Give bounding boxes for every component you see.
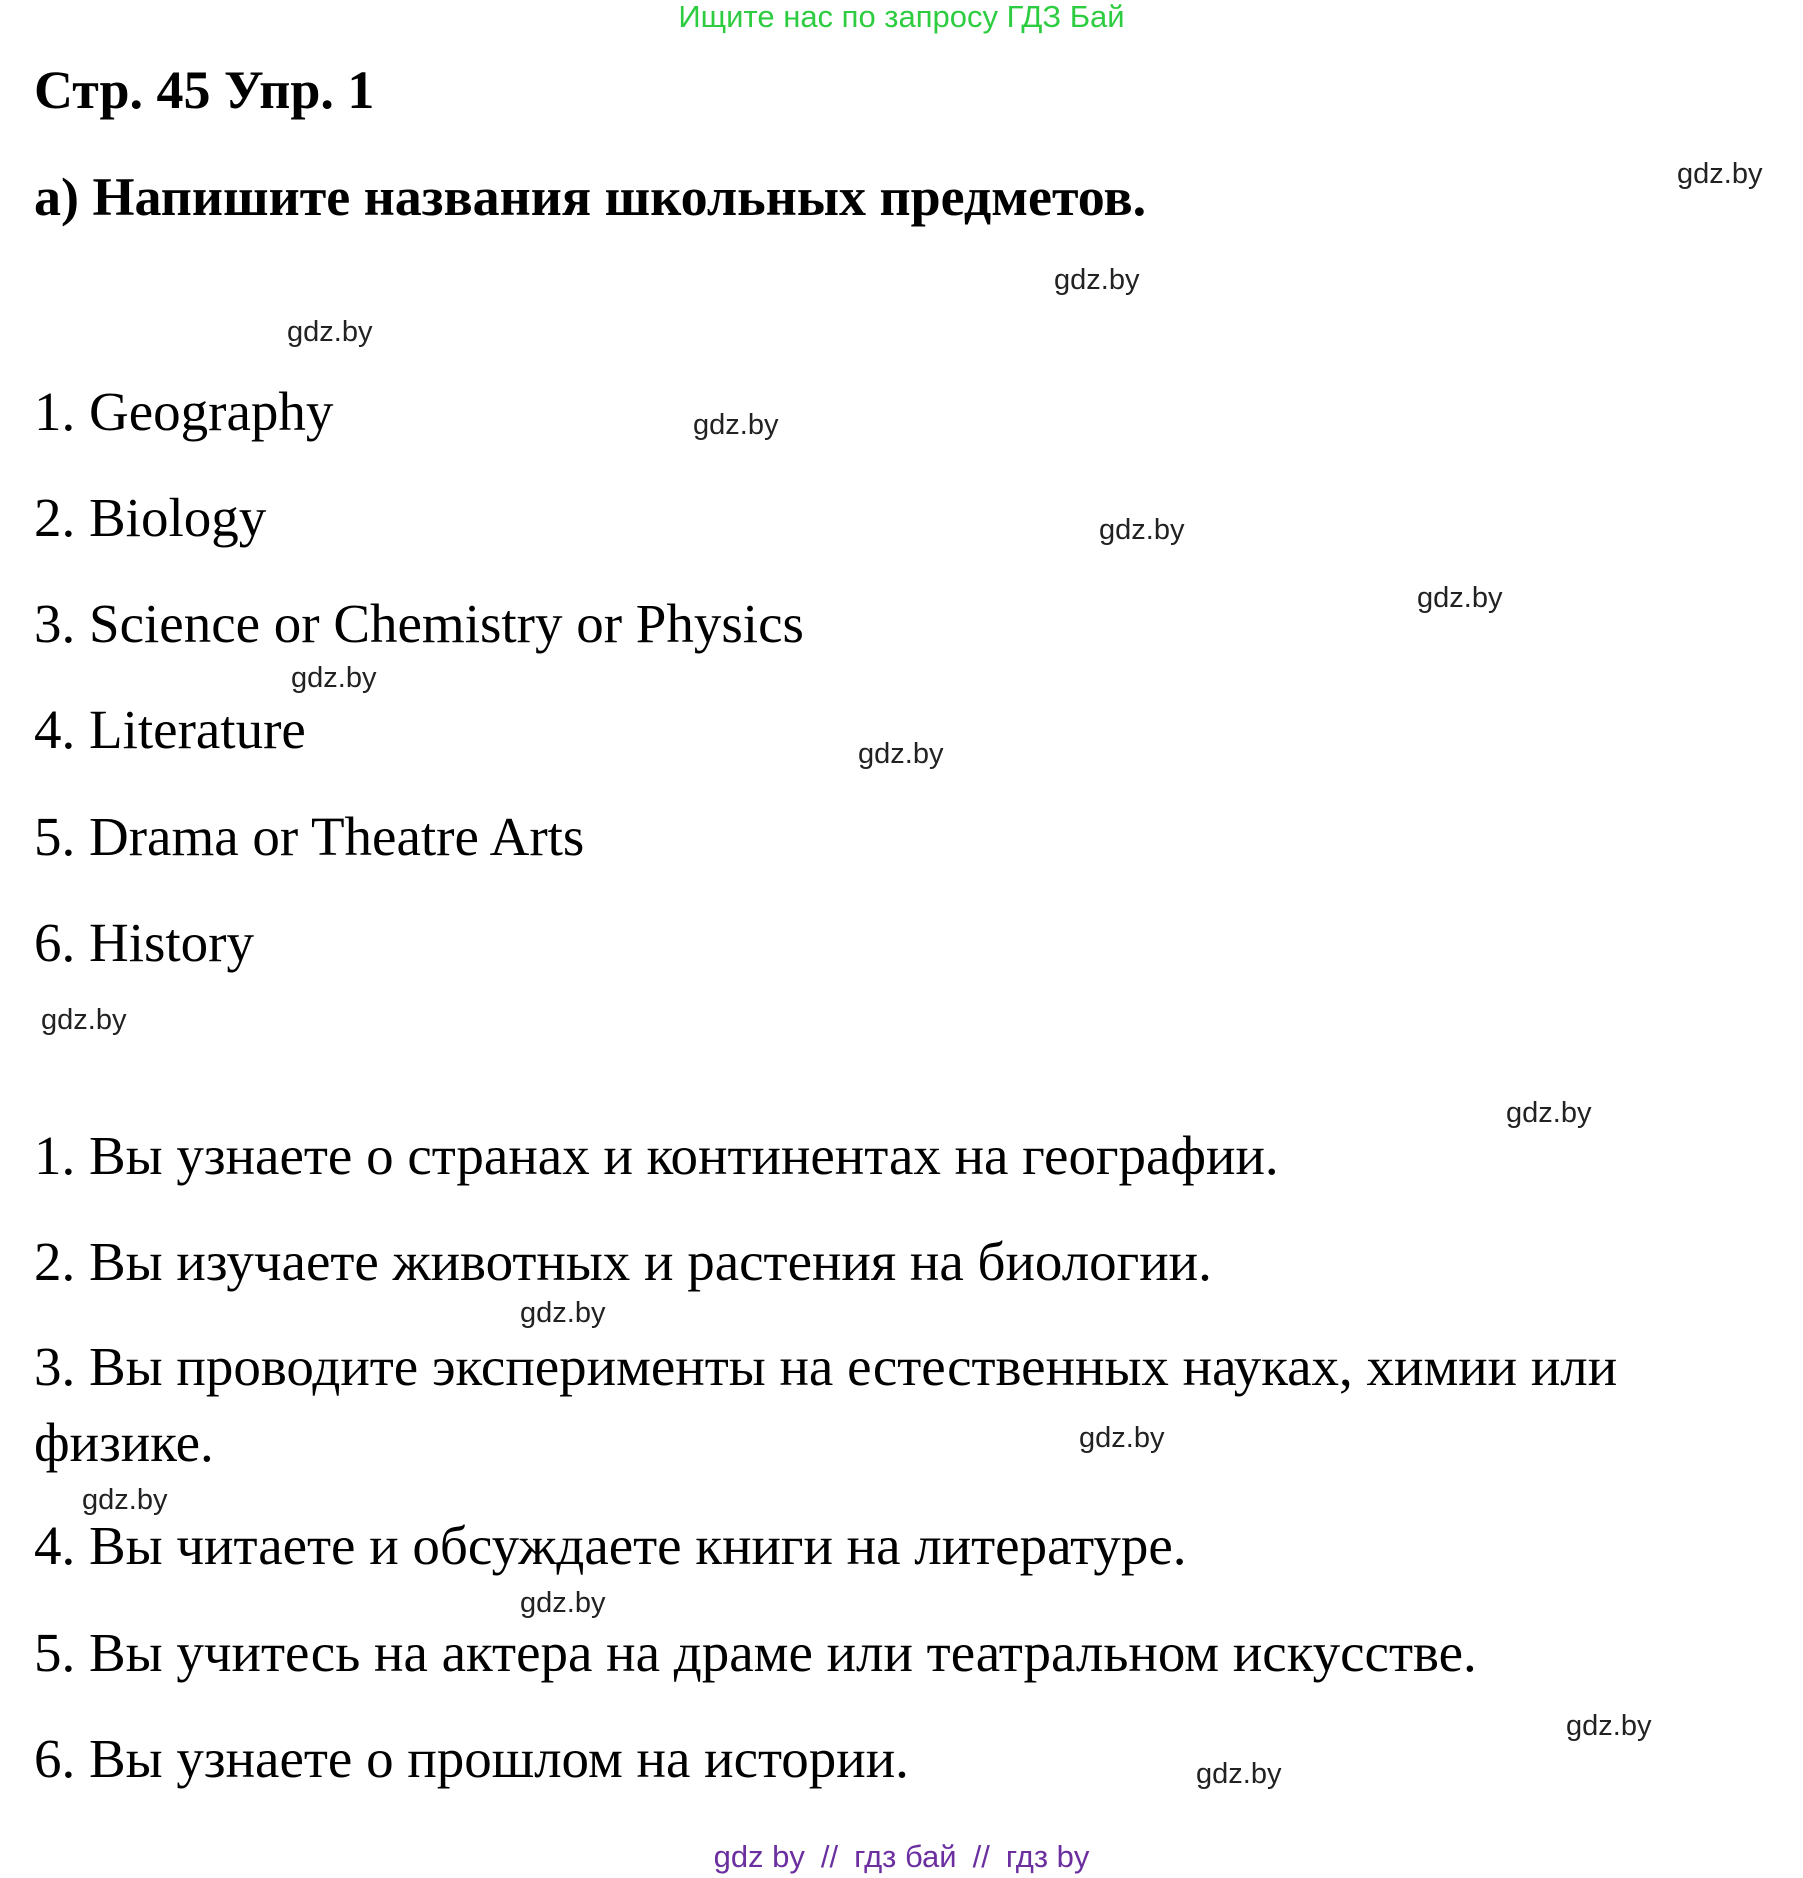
translation-item: 4. Вы читаете и обсуждаете книги на литературе. [34, 1515, 1187, 1576]
footer-text: gdz by [713, 1839, 805, 1874]
watermark: gdz.by [520, 1297, 606, 1329]
answer-item: 1. Geography [34, 381, 334, 442]
translation-item: 6. Вы узнаете о прошлом на истории. [34, 1728, 909, 1789]
translation-item: 3. Вы проводите эксперименты на естественных науках, химии или физике. [34, 1336, 1618, 1473]
answer-item: 5. Drama or Theatre Arts [34, 806, 585, 867]
search-promo-text: Ищите нас по запросу ГДЗ Бай [678, 0, 1125, 34]
footer-text: гдз бай [854, 1839, 957, 1874]
watermark: gdz.by [520, 1587, 606, 1619]
watermark: gdz.by [287, 316, 373, 348]
translation-item: 5. Вы учитесь на актера на драме или театральном искусстве. [34, 1622, 1477, 1683]
watermark: gdz.by [1506, 1097, 1592, 1129]
watermark: gdz.by [1417, 582, 1503, 614]
answer-item: 2. Biology [34, 487, 267, 548]
translation-item: 1. Вы узнаете о странах и континентах на географии. [34, 1125, 1279, 1186]
answer-item: 3. Science or Chemistry or Physics [34, 593, 804, 654]
watermark: gdz.by [858, 738, 944, 770]
footer-separator: // [972, 1839, 990, 1874]
answer-item: 6. History [34, 912, 254, 973]
watermark: gdz.by [1196, 1758, 1282, 1790]
watermark: gdz.by [1079, 1422, 1165, 1454]
footer-text: гдз by [1005, 1839, 1090, 1874]
watermark: gdz.by [1054, 264, 1140, 296]
answer-item: 4. Literature [34, 699, 306, 760]
task-heading: а) Напишите названия школьных предметов. [34, 167, 1147, 227]
footer-separator: // [820, 1839, 839, 1874]
watermark: gdz.by [1099, 514, 1185, 546]
watermark: gdz.by [41, 1004, 127, 1036]
watermark: gdz.by [1677, 158, 1763, 190]
watermark: gdz.by [693, 409, 779, 441]
watermark: gdz.by [291, 662, 377, 694]
translation-item: 2. Вы изучаете животных и растения на биологии. [34, 1231, 1212, 1292]
watermark: gdz.by [82, 1484, 168, 1516]
footer-links [0, 1840, 1803, 1874]
watermark: gdz.by [1566, 1710, 1652, 1742]
page-title: Стр. 45 Упр. 1 [34, 60, 375, 120]
